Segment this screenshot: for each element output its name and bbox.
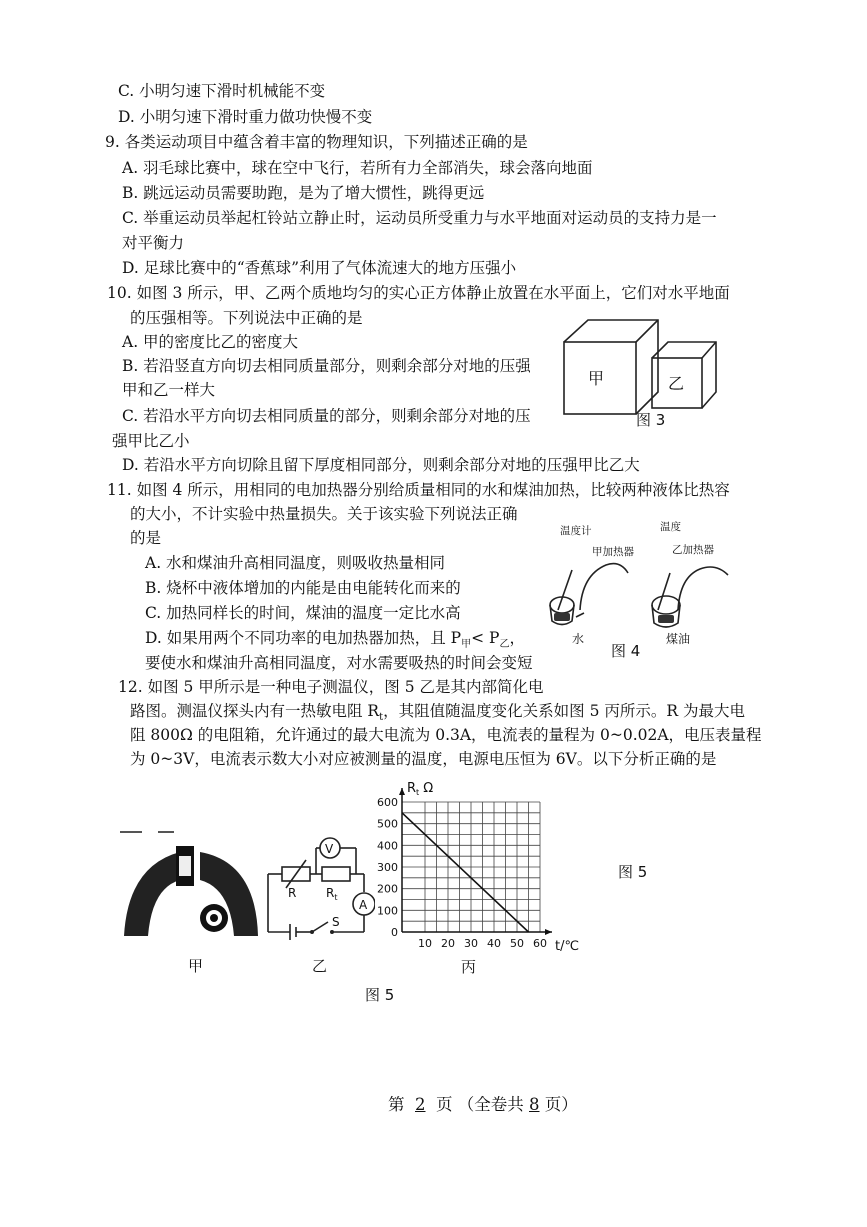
x-tick-label: 50: [510, 937, 524, 950]
q10-option-b: B. 若沿竖直方向切去相同质量部分，则剩余部分对地的压强: [122, 357, 531, 375]
q8-option-c: C. 小明匀速下滑时机械能不变: [118, 82, 326, 100]
q9-option-c: C. 举重运动员举起杠铃站立静止时，运动员所受重力与水平地面对运动员的支持力是一: [122, 209, 717, 227]
q10-option-a: A. 甲的密度比乙的密度大: [122, 333, 299, 351]
fig4-heater-yi-label: 乙加热器: [672, 544, 714, 556]
figure-5-yi-circuit: [260, 830, 375, 940]
q11-stem: 11. 如图 4 所示，用相同的电加热器分别给质量相同的水和煤油加热，比较两种液体比热容: [107, 481, 730, 499]
chart-ylabel-main: R: [407, 781, 417, 796]
q10-stem-cont: 的压强相等。下列说法中正确的是: [130, 309, 363, 327]
q9-option-a: A. 羽毛球比赛中，球在空中飞行，若所有力全部消失，球会落向地面: [122, 159, 593, 177]
circuit-r-label: R: [288, 886, 297, 900]
figure-5-jia-device: [118, 826, 268, 946]
fig5-caption-right: 图 5: [618, 863, 648, 881]
q9-option-d: D. 足球比赛中的“香蕉球”利用了气体流速大的地方压强小: [122, 259, 517, 277]
chart-ylabel-unit: Ω: [423, 781, 434, 796]
q12-stem: 12. 如图 5 甲所示是一种电子测温仪，图 5 乙是其内部简化电: [118, 678, 544, 696]
q11-p-sub-jia: 甲: [461, 639, 472, 651]
footer-suffix: 页）: [544, 1095, 578, 1114]
circuit-switch-label: S: [332, 915, 340, 929]
circuit-rt-label: [326, 886, 337, 902]
q12-rt-sub: t: [379, 712, 384, 724]
footer-prefix: 第: [388, 1095, 405, 1114]
fig5-caption-below: 图 5: [365, 986, 395, 1004]
fig4-water-label: 水: [572, 632, 585, 646]
q11-stem-cont: 的大小，不计实验中热量损失。关于该实验下列说法正确: [130, 505, 518, 523]
chart-xlabel: t/℃: [555, 939, 580, 954]
y-tick-label: 400: [377, 839, 398, 853]
q11-option-a: A. 水和煤油升高相同温度，则吸收热量相同: [145, 554, 446, 572]
chart-grid: [402, 802, 540, 932]
fig3-label-jia: 甲: [588, 369, 605, 388]
q10-option-d: D. 若沿水平方向切除且留下厚度相同部分，则剩余部分对地的压强甲比乙大: [122, 456, 640, 474]
page-footer: [388, 1091, 578, 1115]
y-tick-label: 300: [377, 861, 398, 874]
figure-4-heating: [520, 515, 770, 655]
q11-option-d-end: ，: [509, 629, 525, 647]
q9-option-c-cont: 对平衡力: [122, 234, 185, 252]
series-line: [402, 813, 529, 932]
y-tick-label: 100: [377, 904, 398, 918]
x-tick-label: 60: [533, 937, 547, 950]
fig4-thermometer2-label: 温度: [660, 521, 681, 533]
q10-stem: 10. 如图 3 所示，甲、乙两个质地均匀的实心正方体静止放置在水平面上，它们对水平地面: [107, 284, 730, 302]
q11-p-sub-yi: 乙: [499, 639, 510, 651]
fig5-label-bing: 丙: [461, 958, 477, 976]
circuit-rt-main: R: [326, 886, 335, 900]
q11-option-c: C. 加热同样长的时间，煤油的温度一定比水高: [145, 604, 461, 622]
chart-origin-label: 0: [391, 926, 398, 939]
y-tick-label: 600: [377, 796, 398, 809]
q9-stem: 9. 各类运动项目中蕴含着丰富的物理知识，下列描述正确的是: [105, 133, 528, 151]
q8-option-d: D. 小明匀速下滑时重力做功快慢不变: [118, 108, 373, 126]
chart-ylabel-sub: t: [416, 788, 420, 797]
y-tick-label: 500: [377, 817, 398, 831]
circuit-voltmeter-label: V: [325, 842, 334, 856]
chart-axes: [399, 788, 552, 935]
x-tick-label: 40: [487, 937, 501, 950]
q11-option-d-text: D. 如果用两个不同功率的电加热器加热，且 P: [145, 629, 462, 647]
x-tick-label: 20: [441, 937, 455, 950]
q11-option-b: B. 烧杯中液体增加的内能是由电能转化而来的: [145, 579, 461, 597]
q9-option-b: B. 跳远运动员需要助跑，是为了增大惯性，跳得更远: [122, 184, 485, 202]
x-tick-label: 30: [464, 937, 478, 950]
chart-ylabel: [407, 781, 433, 797]
q12-stem-cont-a: 路图。测温仪探头内有一热敏电阻 R: [130, 702, 380, 720]
q10-option-c: C. 若沿水平方向切去相同质量的部分，则剩余部分对地的压: [122, 407, 531, 425]
fig4-caption: 图 4: [611, 642, 641, 660]
fig3-caption: 图 3: [636, 411, 666, 429]
fig4-thermometer-label: 温度计: [560, 525, 592, 537]
x-axis-arrow: [545, 929, 552, 935]
circuit-rt-sub: t: [334, 893, 338, 902]
circuit-ammeter-label: A: [359, 898, 368, 912]
fig5-label-yi: 乙: [312, 957, 328, 975]
q10-option-b-cont: 甲和乙一样大: [122, 381, 216, 399]
chart-series: [402, 813, 529, 932]
q11-option-d-lt: < P: [471, 629, 500, 647]
footer-page-number: 2: [415, 1095, 426, 1114]
q10-option-c-cont: 强甲比乙小: [112, 432, 190, 450]
fig4-heater-jia-label: 甲加热器: [592, 546, 634, 558]
y-tick-label: 200: [377, 882, 398, 896]
y-axis-arrow: [399, 788, 405, 795]
q11-stem-cont2: 的是: [130, 529, 162, 547]
footer-mid: 页 （全卷共: [436, 1095, 524, 1114]
q12-stem-cont-b: ，其阻值随温度变化关系如图 5 丙所示。R 为最大电: [383, 702, 745, 720]
fig5-label-jia: 甲: [188, 957, 204, 975]
fig4-kerosene-label: 煤油: [666, 632, 691, 646]
figure-5-bing-chart: [365, 772, 595, 957]
q11-option-d-cont: 要使水和煤油升高相同温度，对水需要吸热的时间会变短: [145, 654, 533, 672]
q12-stem-cont3: 为 0~3V，电流表示数大小对应被测量的温度，电源电压恒为 6V。以下分析正确的是: [130, 750, 717, 768]
x-tick-label: 10: [418, 937, 432, 950]
q12-stem-cont2: 阻 800Ω 的电阻箱，允许通过的最大电流为 0.3A，电流表的量程为 0~0.02A，电压表量程: [130, 726, 762, 744]
footer-total-pages: 8: [529, 1095, 540, 1114]
fig3-label-yi: 乙: [668, 374, 685, 393]
